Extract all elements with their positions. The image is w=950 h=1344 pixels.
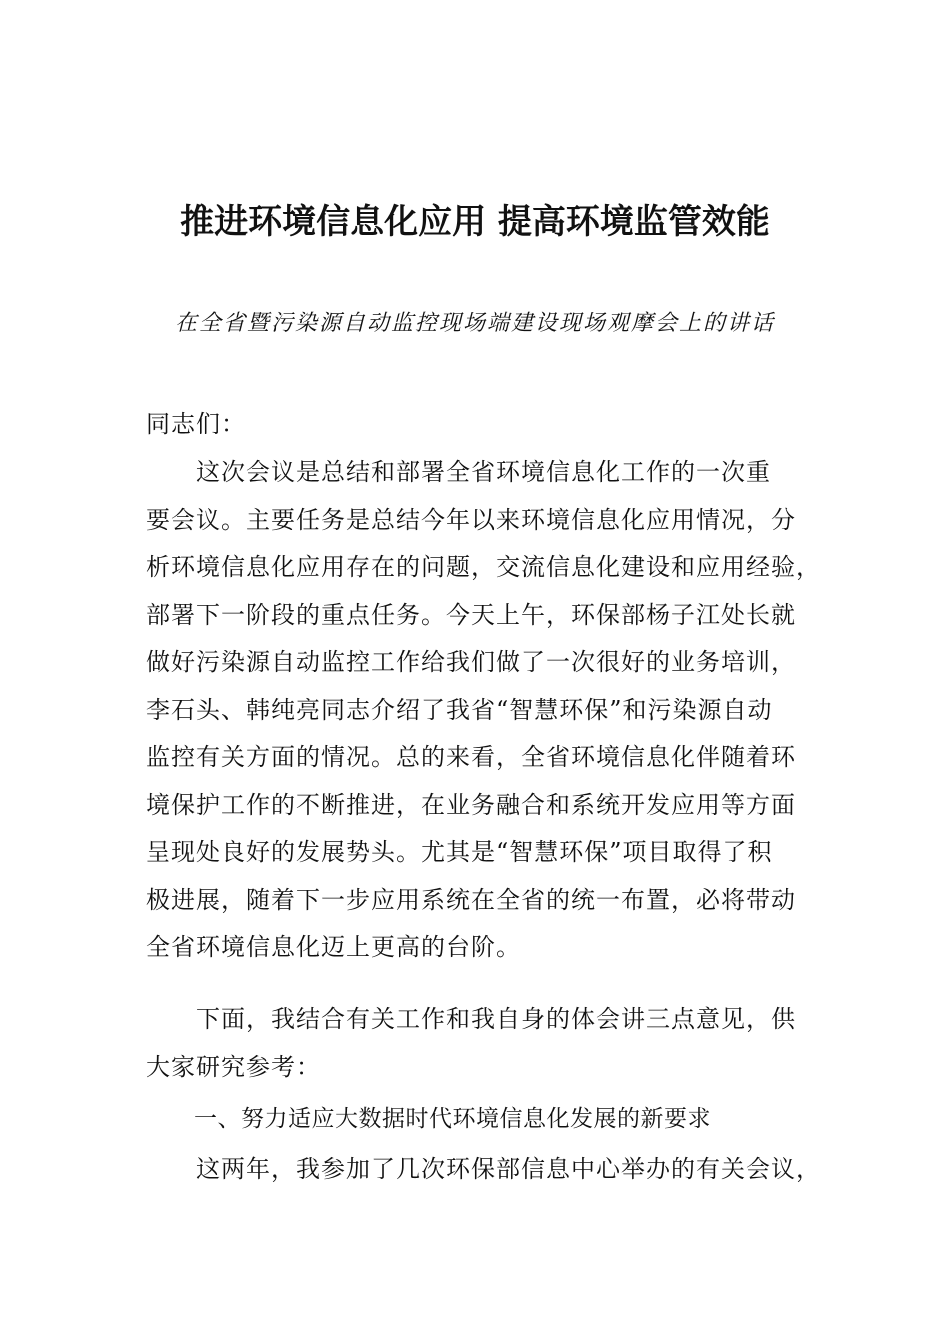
text-line: 境保护工作的不断推进，在业务融合和系统开发应用等方面 xyxy=(146,790,796,819)
paragraph-section-1 xyxy=(146,1146,826,1194)
text-line: 做好污染源自动监控工作给我们做了一次很好的业务培训， xyxy=(146,648,796,676)
document-title: 推进环境信息化应用 提高环境监管效能 xyxy=(180,202,770,242)
text-line: 这两年，我参加了几次环保部信息中心举办的有关会议， xyxy=(146,1155,821,1183)
paragraph-outline xyxy=(146,996,826,1091)
text-line: 李石头、韩纯亮同志介绍了我省“智慧环保”和污染源自动 xyxy=(146,695,773,724)
text-line: 大家研究参考： xyxy=(146,1052,321,1081)
text-line: 析环境信息化应用存在的问题，交流信息化建设和应用经验， xyxy=(146,553,821,581)
section-heading-1: 一、努力适应大数据时代环境信息化发展的新要求 xyxy=(194,1106,711,1132)
text-line: 呈现处良好的发展势头。尤其是“智慧环保”项目取得了积 xyxy=(146,838,773,866)
text-line: 监控有关方面的情况。总的来看，全省环境信息化伴随着环 xyxy=(146,743,796,771)
salutation: 同志们： xyxy=(146,410,246,438)
text-line: 部署下一阶段的重点任务。今天上午，环保部杨子江处长就 xyxy=(146,600,796,629)
text-line: 这次会议是总结和部署全省环境信息化工作的一次重 xyxy=(146,458,771,486)
document-subtitle: 在全省暨污染源自动监控现场端建设现场观摩会上的讲话 xyxy=(174,311,775,336)
text-line: 要会议。主要任务是总结今年以来环境信息化应用情况，分 xyxy=(146,505,796,534)
text-line: 全省环境信息化迈上更高的台阶。 xyxy=(146,933,521,961)
text-line: 极进展，随着下一步应用系统在全省的统一布置，必将带动 xyxy=(146,885,796,914)
text-line: 下面，我结合有关工作和我自身的体会讲三点意见，供 xyxy=(146,1005,796,1033)
paragraph-intro xyxy=(146,449,826,972)
